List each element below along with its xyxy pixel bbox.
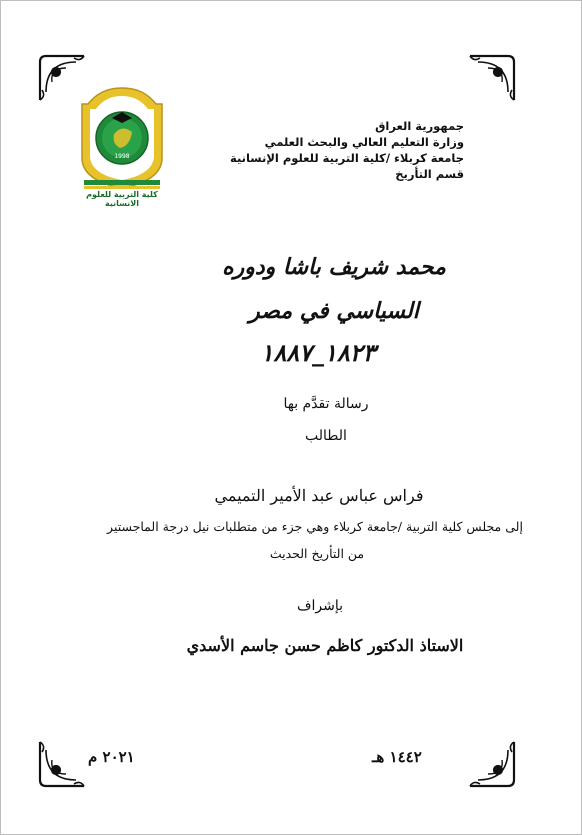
thesis-title-line1: محمد شريف باشا ودوره bbox=[222, 254, 446, 280]
college-logo bbox=[76, 84, 168, 202]
thesis-title-years: ١٨٢٣_١٨٨٧ bbox=[260, 338, 376, 367]
student-name: فراس عباس عبد الأمير التميمي bbox=[214, 486, 424, 505]
corner-ornament-bottom-left bbox=[36, 738, 88, 790]
supervisor-name: الاستاذ الدكتور كاظم حسن جاسم الأسدي bbox=[186, 636, 464, 655]
purpose-line1: إلى مجلس كلية التربية /جامعة كربلاء وهي جزء من متطلبات نيل درجة الماجستير bbox=[107, 519, 523, 534]
date-gregorian: ٢٠٢١ م bbox=[88, 748, 135, 766]
corner-ornament-bottom-right bbox=[466, 738, 518, 790]
institution-header bbox=[224, 118, 464, 182]
logo-year: 1998 bbox=[114, 153, 130, 160]
student-label: الطالب bbox=[305, 428, 347, 444]
date-hijri: ١٤٤٢ هـ bbox=[372, 748, 422, 766]
submitted-by-label: رسالة تقدَّم بها bbox=[283, 396, 369, 412]
thesis-title-line2: السياسي في مصر bbox=[249, 298, 419, 324]
supervision-label: بإشراف bbox=[296, 598, 344, 614]
purpose-line2: من التأريخ الحديث bbox=[269, 546, 365, 561]
logo-caption: كلية التربية للعلوم الانسانية bbox=[86, 190, 158, 208]
header-country: جمهورية العراق bbox=[375, 119, 464, 133]
corner-ornament-top-right bbox=[466, 52, 518, 104]
header-ministry: وزارة التعليم العالي والبحث العلمي bbox=[264, 135, 464, 149]
header-university: جامعة كربلاء /كلية التربية للعلوم الإنسانية bbox=[230, 151, 464, 165]
header-department: قسم التأريخ bbox=[395, 167, 464, 181]
